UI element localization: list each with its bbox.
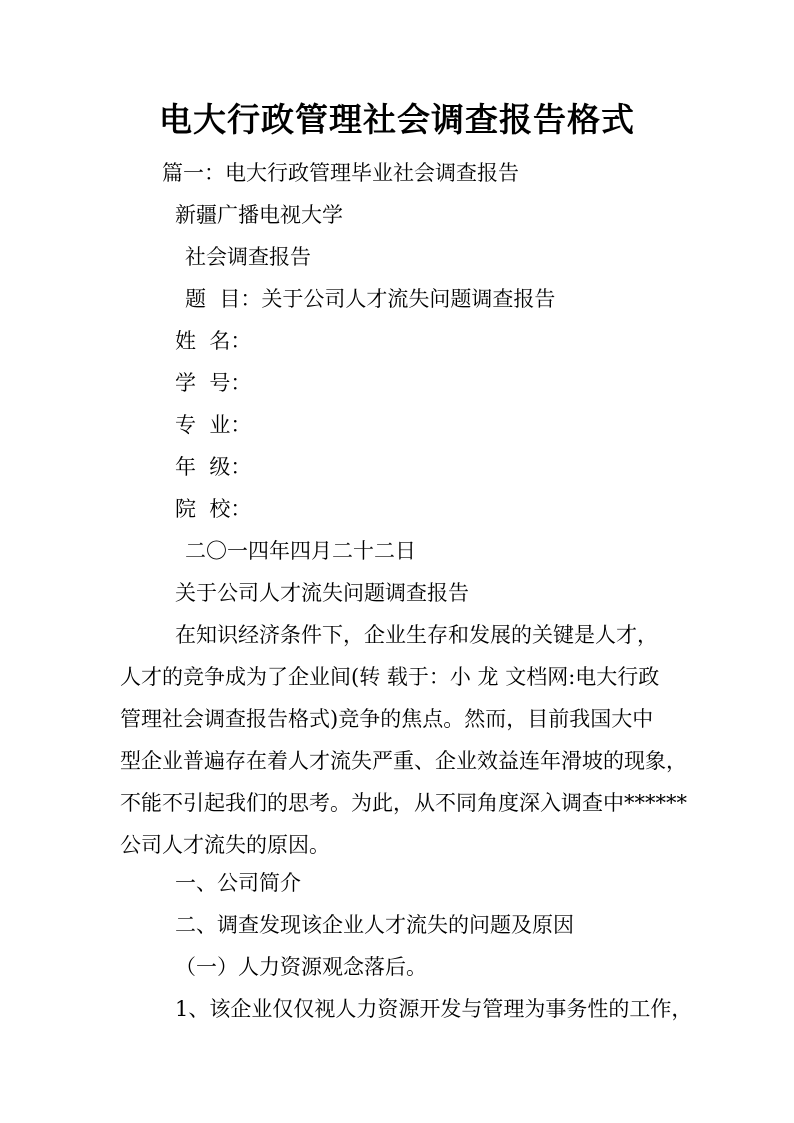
name-field-label: 姓 名： <box>175 329 252 353</box>
outline-item-1: 一、公司简介 <box>175 871 301 895</box>
student-id-field-label: 学 号： <box>175 371 252 395</box>
point-1: 1、该企业仅仅视人力资源开发与管理为事务性的工作， <box>175 997 693 1021</box>
outline-item-2: 二、调查发现该企业人才流失的问题及原因 <box>175 913 574 937</box>
paragraph-line: 公司人才流失的原因。 <box>120 833 330 857</box>
section-heading: 篇一：电大行政管理毕业社会调查报告 <box>162 161 519 185</box>
paragraph-line: 管理社会调查报告格式)竞争的焦点。然而，目前我国大中 <box>120 707 654 731</box>
major-field-label: 专 业： <box>175 413 252 437</box>
intro-paragraph <box>120 614 687 866</box>
topic-line: 题 目：关于公司人才流失问题调查报告 <box>185 287 556 311</box>
paragraph-line: 在知识经济条件下，企业生存和发展的关键是人才， <box>175 623 658 647</box>
paragraph-line: 人才的竞争成为了企业间(转 载于：小 龙 文档网:电大行政 <box>120 665 660 689</box>
paragraph-line: 不能不引起我们的思考。为此，从不同角度深入调查中****** <box>120 791 687 815</box>
grade-field-label: 年 级： <box>175 455 252 479</box>
document-title: 电大行政管理社会调查报告格式 <box>159 100 635 139</box>
school-field-label: 院 校： <box>175 497 252 521</box>
paragraph-line: 型企业普遍存在着人才流失严重、企业效益连年滑坡的现象， <box>120 749 687 773</box>
university-name: 新疆广播电视大学 <box>175 203 343 227</box>
report-date: 二〇一四年四月二十二日 <box>185 539 416 563</box>
report-type: 社会调查报告 <box>185 245 311 269</box>
outline-subitem-2-1: （一）人力资源观念落后。 <box>175 955 427 979</box>
report-title: 关于公司人才流失问题调查报告 <box>175 581 469 605</box>
